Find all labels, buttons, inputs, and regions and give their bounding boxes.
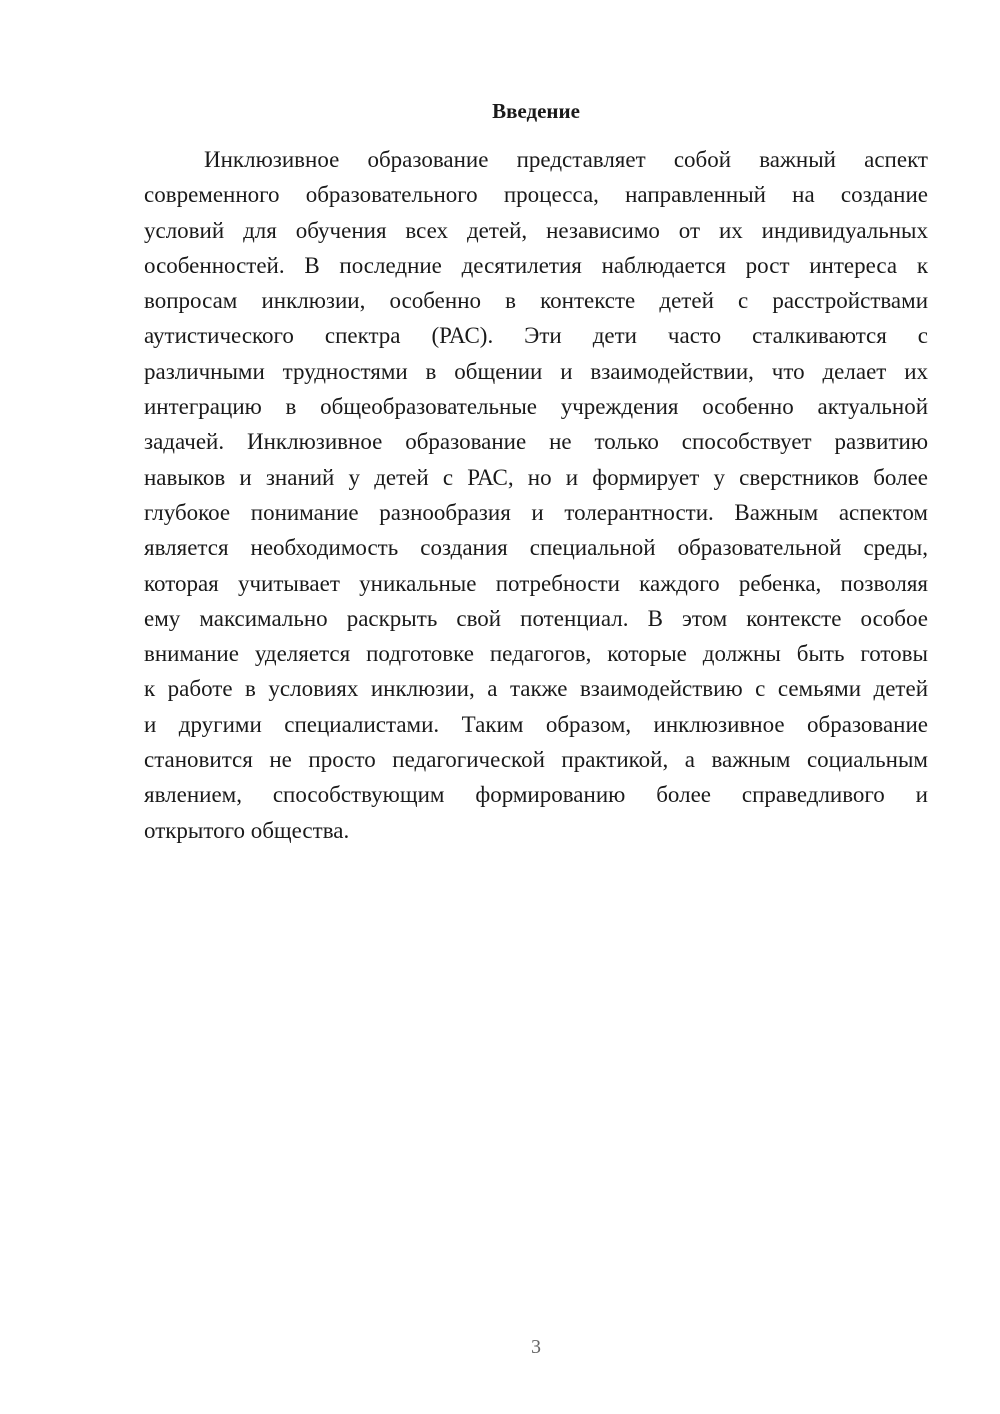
section-heading: Введение [492, 99, 580, 123]
paragraph-line: современного образовательного процесса, направленный на создание [144, 182, 928, 208]
paragraph-line: становится не просто педагогической практикой, а важным социальным [144, 747, 928, 773]
paragraph-line: особенностей. В последние десятилетия наблюдается рост интереса к [144, 252, 928, 278]
paragraph-line: задачей. Инклюзивное образование не только способствует развитию [144, 429, 928, 455]
paragraph-line: аутистического спектра (РАС). Эти дети часто сталкиваются с [144, 323, 928, 349]
page-number: 3 [531, 1336, 541, 1358]
paragraph-line: которая учитывает уникальные потребности каждого ребенка, позволяя [144, 570, 928, 596]
paragraph-line: является необходимость создания специальной образовательной среды, [144, 535, 928, 561]
paragraph-line: условий для обучения всех детей, независимо от их индивидуальных [144, 217, 928, 243]
paragraph-line: интеграцию в общеобразовательные учреждения особенно актуальной [144, 394, 928, 420]
paragraph-line: вопросам инклюзии, особенно в контексте детей с расстройствами [144, 288, 928, 314]
body-paragraph [144, 142, 928, 848]
paragraph-line: к работе в условиях инклюзии, а также взаимодействию с семьями детей [144, 676, 928, 702]
paragraph-line: навыков и знаний у детей с РАС, но и формирует у сверстников более [144, 464, 928, 490]
paragraph-line: внимание уделяется подготовке педагогов, которые должны быть готовы [144, 641, 928, 667]
paragraph-line: Инклюзивное образование представляет собой важный аспект [204, 147, 928, 172]
paragraph-line: явлением, способствующим формированию более справедливого и [144, 782, 928, 808]
paragraph-line: открытого общества. [144, 817, 350, 843]
paragraph-line: ему максимально раскрыть свой потенциал. В этом контексте особое [144, 605, 928, 631]
paragraph-line: глубокое понимание разнообразия и толерантности. Важным аспектом [144, 499, 928, 525]
paragraph-line: и другими специалистами. Таким образом, инклюзивное образование [144, 711, 928, 737]
paragraph-line: различными трудностями в общении и взаимодействии, что делает их [144, 358, 928, 384]
